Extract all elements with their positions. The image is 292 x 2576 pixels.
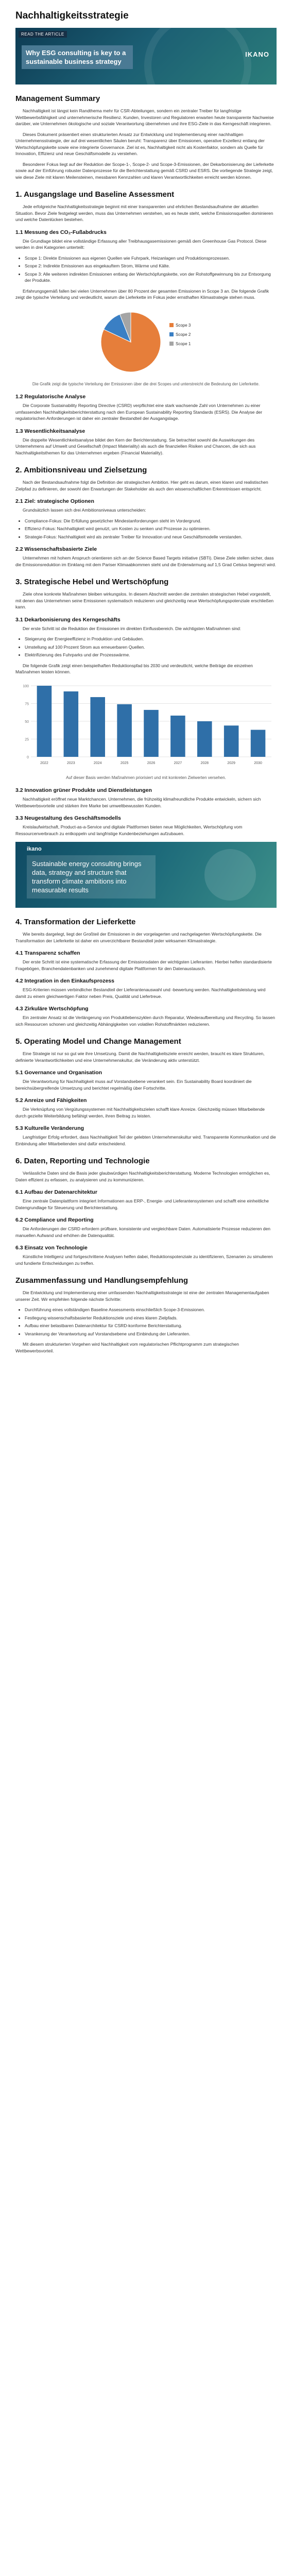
subsection-heading: 4.2 Integration in den Einkaufsprozess: [15, 978, 114, 984]
category-label: 2028: [200, 761, 209, 765]
legend-swatch: [169, 323, 174, 327]
bar: [170, 715, 185, 756]
legend-label: Scope 1: [175, 341, 191, 346]
list-item: • Elektrifizierung des Fuhrparks und der Prozesswärme.: [25, 652, 277, 658]
paragraph: Der erste Schritt ist die Reduktion der Emissionen im direkten Einflussbereich. Die wichtigsten Maßnahmen sind:: [23, 625, 241, 631]
paragraph: Unternehmen mit hohem Anspruch orientieren sich an der Science Based Targets initiative (SBTi). Diese Ziele stellen sicher, dass die Emissionsreduktion im Einklang mit dem Pariser Klimaabkommen steht und die Erderwärmung auf 1,5 Grad Celsius begrenzt wird.: [15, 555, 276, 567]
paragraph: Verlässliche Daten sind die Basis jeder glaubwürdigen Nachhaltigkeitsberichterstattung. Moderne Technologien ermöglichen es, Daten effizient zu erfassen, zu analysieren und zu kommunizieren.: [15, 1171, 270, 1182]
tick-label: 75: [25, 702, 29, 706]
category-label: 2030: [254, 761, 262, 765]
document-title: Nachhaltigkeitsstrategie: [15, 10, 129, 21]
bullet-list: [15, 518, 277, 540]
legend-swatch: [169, 342, 174, 346]
bar: [197, 721, 212, 757]
figure-caption: Die Grafik zeigt die typische Verteilung der Emissionen über die drei Scopes und unterstreicht die Bedeutung der Lieferkette.: [32, 381, 260, 386]
bar: [117, 704, 132, 756]
subsection-heading: 5.3 Kulturelle Veränderung: [15, 1125, 84, 1131]
category-label: 2024: [93, 761, 102, 765]
subsection-heading: 5.1 Governance und Organisation: [15, 1070, 102, 1076]
tick-label: 0: [27, 755, 29, 759]
subsection-heading: 4.1 Transparenz schaffen: [15, 950, 80, 956]
promo-image[interactable]: [15, 842, 277, 908]
paragraph: Mit diesem strukturierten Vorgehen wird Nachhaltigkeit vom regulatorischen Pflichtprogramm zum strategischen Wettbewerbsvorteil.: [15, 1342, 239, 1353]
subsection-heading: 1.1 Messung des CO₂-Fußabdrucks: [15, 229, 107, 235]
paragraph: Nachhaltigkeit eröffnet neue Marktchancen. Unternehmen, die frühzeitig klimafreundliche Produkte entwickeln, sichern sich Wettbewerbsvorteile und stärken ihre Marke bei umweltbewussten Kunden.: [15, 796, 261, 808]
section-heading: 5. Operating Model und Change Management: [15, 1037, 181, 1046]
paragraph: Wie bereits dargelegt, liegt der Großteil der Emissionen in der vorgelagerten und nachgelagerten Wertschöpfungskette. Die Transformation der Lieferkette ist daher ein unverzichtbarer Bestandteil jeder wirksamen Klimastrategie.: [15, 931, 262, 943]
list-item: • Festlegung wissenschaftsbasierter Reduktionsziele und eines klaren Zielpfads.: [25, 1315, 277, 1321]
pie-chart-svg: [95, 306, 198, 378]
list-item: • Compliance-Fokus: Die Erfüllung gesetzlicher Mindestanforderungen steht im Vordergrund.: [25, 518, 277, 524]
subsection-heading: 2.1 Ziel: strategische Optionen: [15, 498, 94, 504]
tick-label: 25: [25, 738, 29, 741]
pie-chart: [15, 306, 277, 378]
list-item: • Scope 1: Direkte Emissionen aus eigenen Quellen wie Fuhrpark, Heizanlagen und Produktionsprozessen.: [25, 255, 277, 262]
paragraph: Die Entwicklung und Implementierung einer umfassenden Nachhaltigkeitsstrategie ist eine der zentralen Managementaufgaben unserer Zeit. Wir empfehlen folgende nächste Schritte:: [15, 1290, 269, 1302]
paragraph: Grundsätzlich lassen sich drei Ambitionsniveaus unterscheiden:: [23, 507, 146, 513]
paragraph: ESG-Kriterien müssen verbindlicher Bestandteil der Lieferantenauswahl und -bewertung werden. Nachhaltigkeitsleistung wird damit zu einem gleichwertigen Faktor neben Preis, Qualität und Liefertreue.: [15, 987, 266, 999]
subsection-heading: 6.1 Aufbau der Datenarchitektur: [15, 1189, 97, 1195]
paragraph: Der erste Schritt ist eine systematische Erfassung der Emissionsdaten der wichtigsten Lieferanten. Hierbei helfen standardisierte Fragebögen, Branchendatenbanken und zunehmend digitale Plattformen für den Datenaustausch.: [15, 959, 272, 971]
paragraph: Jede erfolgreiche Nachhaltigkeitsstrategie beginnt mit einer transparenten und ehrlichen Bestandsaufnahme der aktuellen Situation. Bevor Ziele festgelegt werden, muss das Unternehmen verstehen, wo es heute steht, welche Emissionsquellen dominieren und welche Datenlücken bestehen.: [15, 204, 273, 222]
list-item: • Scope 3: Alle weiteren indirekten Emissionen entlang der Wertschöpfungskette, von der Rohstoffgewinnung bis zur Entsorgung der Produkte.: [25, 271, 277, 284]
brand-logo: ikano: [27, 846, 42, 852]
bar-chart: [15, 681, 277, 771]
banner-image[interactable]: [15, 28, 277, 84]
section-heading: 6. Daten, Reporting und Technologie: [15, 1157, 150, 1165]
list-item: • Aufbau einer belastbaren Datenarchitektur für CSRD-konforme Berichterstattung.: [25, 1323, 277, 1329]
bar: [90, 697, 105, 757]
list-item: • Durchführung eines vollständigen Baseline Assessments einschließlich Scope-3-Emissionen.: [25, 1307, 277, 1313]
tick-label: 100: [23, 684, 29, 688]
paragraph: Die Verantwortung für Nachhaltigkeit muss auf Vorstandsebene verankert sein. Ein Sustainability Board koordiniert die bereichsübergreifende Umsetzung und berichtet regelmäßig über Fortschritte.: [15, 1079, 252, 1091]
subsection-heading: 3.1 Dekarbonisierung des Kerngeschäfts: [15, 616, 121, 623]
subsection-heading: 3.3 Neugestaltung des Geschäftsmodells: [15, 815, 121, 821]
bar: [144, 709, 159, 756]
bar: [64, 691, 79, 757]
figure-caption: Auf dieser Basis werden Maßnahmen priorisiert und mit konkreten Zielwerten versehen.: [66, 775, 226, 780]
list-item: • Strategie-Fokus: Nachhaltigkeit wird als zentraler Treiber für Innovation und neue Geschäftsmodelle verstanden.: [25, 534, 277, 540]
category-label: 2025: [120, 761, 129, 765]
bullet-list: [15, 1307, 277, 1337]
paragraph: Ein zentraler Ansatz ist die Verlängerung von Produktlebenszyklen durch Reparatur, Wiederaufbereitung und Recycling. So lassen sich Ressourcen schonen und gleichzeitig Abhängigkeiten von volatilen Rohstoffmärkten reduzieren.: [15, 1015, 275, 1027]
bar: [37, 686, 52, 757]
banner-decoration: [144, 28, 251, 84]
paragraph: Ziele ohne konkrete Maßnahmen bleiben wirkungslos. In diesem Abschnitt werden die zentralen strategischen Hebel vorgestellt, mit denen das Unternehmen seine Emissionen systematisch reduzieren und gleichzeitig neue Wertschöpfungspotenziale erschließen kann.: [15, 591, 274, 609]
category-label: 2029: [227, 761, 235, 765]
tick-label: 50: [25, 720, 29, 724]
subsection-heading: 6.2 Compliance und Reporting: [15, 1217, 94, 1223]
list-item: • Steigerung der Energieeffizienz in Produktion und Gebäuden.: [25, 636, 277, 642]
list-item: • Scope 2: Indirekte Emissionen aus eingekauftem Strom, Wärme und Kälte.: [25, 263, 277, 269]
subsection-heading: 6.3 Einsatz von Technologie: [15, 1245, 88, 1251]
subsection-heading: 2.2 Wissenschaftsbasierte Ziele: [15, 546, 97, 552]
brand-logo: IKANO: [245, 50, 269, 58]
paragraph: Die Verknüpfung von Vergütungssystemen mit Nachhaltigkeitszielen schafft klare Anreize. Gleichzeitig müssen Mitarbeitende durch gezielte Weiterbildung befähigt werden, ihren Beitrag zu leisten.: [15, 1107, 265, 1118]
paragraph: Die Anforderungen der CSRD erfordern prüfbare, konsistente und vergleichbare Daten. Automatisierte Prozesse reduzieren den manuellen Aufwand und erhöhen die Datenqualität.: [15, 1226, 270, 1238]
category-label: 2023: [67, 761, 75, 765]
paragraph: Kreislaufwirtschaft, Product-as-a-Service und digitale Plattformen bieten neue Möglichkeiten, Wertschöpfung vom Ressourcenverbrauch zu entkoppeln und langfristige Kundenbeziehungen aufzubauen.: [15, 824, 243, 836]
section-heading: 2. Ambitionsniveau und Zielsetzung: [15, 466, 147, 474]
paragraph: Eine zentrale Datenplattform integriert Informationen aus ERP-, Energie- und Lieferantensystemen und schafft eine einheitliche Datengrundlage für Steuerung und Berichterstattung.: [15, 1198, 269, 1210]
paragraph: Eine Strategie ist nur so gut wie ihre Umsetzung. Damit die Nachhaltigkeitsziele erreicht werden, braucht es klare Strukturen, definierte Verantwortlichkeiten und eine Unternehmenskultur, die Veränderung aktiv unterstützt.: [15, 1051, 265, 1063]
section-heading: Management Summary: [15, 94, 100, 103]
section-heading: Zusammenfassung und Handlungsempfehlung: [15, 1276, 188, 1285]
paragraph: Künstliche Intelligenz und fortgeschrittene Analysen helfen dabei, Reduktionspotenziale zu identifizieren, Szenarien zu simulieren und fundierte Entscheidungen zu treffen.: [15, 1254, 273, 1266]
promo-text: Sustainable energy consulting brings data, strategy and structure that transform climate ambitions into measurable results: [27, 855, 156, 899]
paragraph: Besonderer Fokus liegt auf der Reduktion der Scope-1-, Scope-2- und Scope-3-Emissionen, der Dekarbonisierung der Lieferkette sowie auf der Einführung robuster Datenprozesse für die Berichterstattung gemäß CSRD und ESRS. Die vorliegende Strategie zeigt, wie diese Ziele mit klaren Meilensteinen, messbaren Kennzahlen und klaren Verantwortlichkeiten erreicht werden können.: [15, 161, 274, 180]
subsection-heading: 3.2 Innovation grüner Produkte und Dienstleistungen: [15, 787, 152, 793]
subsection-heading: 1.3 Wesentlichkeitsanalyse: [15, 428, 85, 434]
bullet-list: [15, 255, 277, 284]
paragraph: Nachhaltigkeit ist längst kein Randthema mehr für CSR-Abteilungen, sondern ein zentraler Treiber für langfristige Wettbewerbsfähigkeit und unternehmerische Resilienz. Kunden, Investoren und Regulatoren erwarten heute transparente Nachweise darüber, wie Unternehmen ökologische und soziale Verantwortung übernehmen und ihre ESG-Ziele in das Kerngeschäft integrieren.: [15, 108, 274, 126]
paragraph: Die folgende Grafik zeigt einen beispielhaften Reduktionspfad bis 2030 und verdeutlicht, welche Beiträge die einzelnen Maßnahmen leisten können.: [15, 663, 253, 674]
paragraph: Die Corporate Sustainability Reporting Directive (CSRD) verpflichtet eine stark wachsende Zahl von Unternehmen zu einer umfassenden Nachhaltigkeitsberichterstattung nach den European Sustainability Reporting Standards (ESRS). Die Analyse der regulatorischen Anforderungen ist daher ein zentraler Bestandteil der Ausgangslage.: [15, 403, 263, 421]
section-heading: 1. Ausgangslage und Baseline Assessment: [15, 190, 175, 199]
category-label: 2027: [174, 761, 182, 765]
section-heading: 3. Strategische Hebel und Wertschöpfung: [15, 578, 169, 586]
list-item: • Effizienz-Fokus: Nachhaltigkeit wird genutzt, um Kosten zu senken und Prozesse zu optimieren.: [25, 526, 277, 532]
paragraph: Nach der Bestandsaufnahme folgt die Definition der strategischen Ambition. Hier geht es darum, einen klaren und realistischen Zielpfad zu definieren, der sowohl den Erwartungen der Stakeholder als auch den wissenschaftlichen Erkenntnissen entspricht.: [15, 480, 268, 492]
bar-chart-svg: [15, 681, 277, 768]
section-heading: 4. Transformation der Lieferkette: [15, 918, 136, 926]
subsection-heading: 5.2 Anreize und Fähigkeiten: [15, 1097, 87, 1104]
subsection-heading: 1.2 Regulatorische Analyse: [15, 394, 86, 400]
banner-headline: Why ESG consulting is key to a sustainable business strategy: [22, 45, 133, 69]
subsection-heading: 4.3 Zirkuläre Wertschöpfung: [15, 1006, 89, 1012]
paragraph: Die Grundlage bildet eine vollständige Erfassung aller Treibhausgasemissionen gemäß dem Greenhouse Gas Protocol. Diese werden in drei Kategorien unterteilt:: [15, 238, 267, 250]
paragraph: Erfahrungsgemäß fallen bei vielen Unternehmen über 80 Prozent der gesamten Emissionen in Scope 3 an. Die folgende Grafik zeigt die typische Verteilung und verdeutlicht, warum die Lieferkette im Fokus jeder ernsthaften Klimastrategie stehen muss.: [15, 288, 269, 300]
bar: [224, 725, 239, 757]
legend-label: Scope 3: [175, 323, 191, 328]
list-item: • Verankerung der Verantwortung auf Vorstandsebene und Einbindung der Lieferanten.: [25, 1331, 277, 1337]
paragraph: Die doppelte Wesentlichkeitsanalyse bildet den Kern der Berichterstattung. Sie betrachtet sowohl die Auswirkungen des Unternehmens auf Umwelt und Gesellschaft (Impact Materiality) als auch die finanziellen Risiken und Chancen, die sich aus Nachhaltigkeitsthemen für das Unternehmen ergeben (Financial Materiality).: [15, 437, 256, 455]
legend-swatch: [169, 332, 174, 336]
image-decoration: [204, 849, 256, 901]
banner-badge: READ THE ARTICLE: [19, 31, 67, 38]
list-item: • Umstellung auf 100 Prozent Strom aus erneuerbaren Quellen.: [25, 644, 277, 651]
category-label: 2022: [40, 761, 48, 765]
bullet-list: [15, 636, 277, 658]
bar: [251, 730, 266, 756]
category-label: 2026: [147, 761, 156, 765]
paragraph: Langfristiger Erfolg erfordert, dass Nachhaltigkeit Teil der gelebten Unternehmenskultur wird. Transparente Kommunikation und die Einbindung aller Mitarbeitenden sind dafür entscheidend.: [15, 1134, 276, 1146]
paragraph: Dieses Dokument präsentiert einen strukturierten Ansatz zur Entwicklung und Implementierung einer nachhaltigen Unternehmensstrategie, der auf drei wesentlichen Säulen beruht: Transparenz über Emissionen, operative Exzellenz entlang der Wertschöpfungskette sowie eine integrierte Governance. Ziel ist es, Nachhaltigkeit nicht als Kostenfaktor, sondern als Quelle für Innovation, Effizienz und neue Geschäftsmodelle zu verstehen.: [15, 131, 265, 156]
legend-label: Scope 2: [175, 332, 191, 337]
